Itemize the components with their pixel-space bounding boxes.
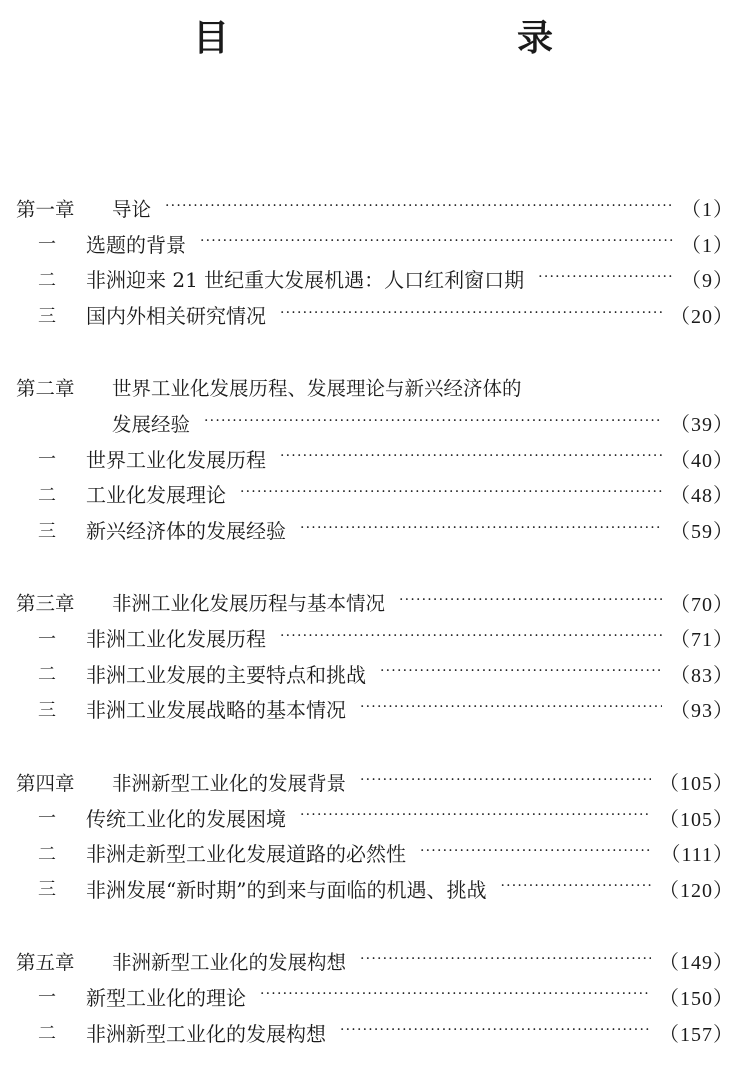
section-title: 非洲发展“新时期”的到来与面临的机遇、挑战 bbox=[86, 877, 487, 902]
page-number: （20） bbox=[670, 306, 734, 329]
page-number: （149） bbox=[659, 952, 734, 975]
section-title: 传统工业化的发展困境 bbox=[86, 806, 286, 831]
chapter-title: 非洲新型工业化的发展构想 bbox=[112, 950, 347, 974]
chapter-4 bbox=[16, 764, 734, 906]
dot-leader bbox=[240, 482, 662, 502]
section-title: 选题的背景 bbox=[86, 232, 186, 257]
page-number: （157） bbox=[659, 1023, 734, 1046]
section-number: 三 bbox=[38, 699, 56, 721]
page-number: （71） bbox=[670, 629, 734, 652]
dot-leader bbox=[538, 267, 673, 287]
section-entry[interactable] bbox=[16, 799, 734, 835]
dot-leader bbox=[420, 841, 652, 861]
section-title: 工业化发展理论 bbox=[86, 483, 226, 508]
dot-leader bbox=[280, 626, 662, 646]
page-number: （70） bbox=[670, 593, 734, 616]
section-entry[interactable] bbox=[16, 835, 734, 871]
page-number: （83） bbox=[670, 664, 734, 687]
section-title: 非洲走新型工业化发展道路的必然性 bbox=[86, 842, 406, 867]
section-title: 非洲迎来 21 世纪重大发展机遇：人口红利窗口期 bbox=[86, 268, 525, 293]
section-number: 二 bbox=[38, 484, 56, 506]
chapter-5 bbox=[16, 943, 734, 1050]
section-number: 二 bbox=[38, 1023, 56, 1045]
section-entry[interactable] bbox=[16, 691, 734, 727]
page-number: （39） bbox=[670, 414, 734, 437]
section-number: 二 bbox=[38, 664, 56, 686]
section-title: 非洲工业发展的主要特点和挑战 bbox=[86, 662, 366, 687]
chapter-title: 世界工业化发展历程、发展理论与新兴经济体的 bbox=[112, 377, 522, 401]
chapter-title: 导论 bbox=[112, 197, 152, 221]
dot-leader bbox=[260, 984, 651, 1004]
section-title: 非洲工业发展战略的基本情况 bbox=[86, 698, 346, 723]
section-entry[interactable] bbox=[16, 620, 734, 656]
chapter-title: 非洲新型工业化的发展背景 bbox=[112, 771, 347, 795]
dot-leader bbox=[300, 805, 651, 825]
page-number: （93） bbox=[670, 700, 734, 723]
chapter-number: 第一章 bbox=[16, 197, 75, 221]
section-title: 世界工业化发展历程 bbox=[86, 447, 266, 472]
dot-leader bbox=[165, 196, 673, 216]
section-entry[interactable] bbox=[16, 656, 734, 692]
section-title: 非洲新型工业化的发展构想 bbox=[86, 1021, 326, 1046]
chapter-number: 第五章 bbox=[16, 950, 75, 974]
chapter-number: 第二章 bbox=[16, 377, 75, 401]
chapter-1 bbox=[16, 190, 734, 332]
dot-leader bbox=[204, 411, 662, 431]
chapter-number: 第三章 bbox=[16, 592, 75, 616]
dot-leader bbox=[380, 661, 662, 681]
section-number: 三 bbox=[38, 879, 56, 901]
section-number: 三 bbox=[38, 520, 56, 542]
section-entry[interactable] bbox=[16, 476, 734, 512]
section-entry[interactable] bbox=[16, 512, 734, 548]
page-number: （9） bbox=[681, 270, 734, 293]
section-number: 一 bbox=[38, 987, 56, 1009]
chapter-title: 非洲工业化发展历程与基本情况 bbox=[112, 592, 386, 616]
section-entry[interactable] bbox=[16, 979, 734, 1015]
page-number: （150） bbox=[659, 987, 734, 1010]
dot-leader bbox=[300, 518, 662, 538]
dot-leader bbox=[500, 876, 651, 896]
section-number: 二 bbox=[38, 843, 56, 865]
chapter-heading-continued[interactable] bbox=[16, 405, 734, 441]
dot-leader bbox=[280, 446, 662, 466]
chapter-title-continued: 发展经验 bbox=[112, 412, 191, 436]
dot-leader bbox=[340, 1020, 651, 1040]
page-number: （1） bbox=[681, 234, 734, 257]
page-number: （40） bbox=[670, 449, 734, 472]
page-number: （111） bbox=[660, 844, 734, 867]
chapter-heading[interactable] bbox=[16, 764, 734, 800]
section-entry[interactable] bbox=[16, 261, 734, 297]
page-title: 目 录 bbox=[192, 17, 625, 59]
table-of-contents bbox=[16, 190, 734, 1087]
chapter-3 bbox=[16, 584, 734, 726]
section-number: 一 bbox=[38, 628, 56, 650]
page-number: （120） bbox=[659, 879, 734, 902]
chapter-number: 第四章 bbox=[16, 771, 75, 795]
page-number: （105） bbox=[659, 808, 734, 831]
chapter-heading[interactable] bbox=[16, 943, 734, 979]
section-title: 国内外相关研究情况 bbox=[86, 304, 266, 329]
dot-leader bbox=[200, 231, 673, 251]
section-number: 一 bbox=[38, 234, 56, 256]
chapter-heading[interactable] bbox=[16, 190, 734, 226]
chapter-heading[interactable] bbox=[16, 369, 734, 405]
section-entry[interactable] bbox=[16, 297, 734, 333]
section-entry[interactable] bbox=[16, 441, 734, 477]
dot-leader bbox=[399, 590, 662, 610]
page-number: （48） bbox=[670, 485, 734, 508]
page-number: （1） bbox=[681, 199, 734, 222]
section-entry[interactable] bbox=[16, 1014, 734, 1050]
section-number: 二 bbox=[38, 269, 56, 291]
section-title: 非洲工业化发展历程 bbox=[86, 627, 266, 652]
page-number: （59） bbox=[670, 521, 734, 544]
page-number: （105） bbox=[659, 773, 734, 796]
section-title: 新型工业化的理论 bbox=[86, 985, 246, 1010]
section-entry[interactable] bbox=[16, 226, 734, 262]
section-number: 三 bbox=[38, 305, 56, 327]
dot-leader bbox=[360, 770, 651, 790]
chapter-heading[interactable] bbox=[16, 584, 734, 620]
dot-leader bbox=[280, 303, 662, 323]
chapter-2 bbox=[16, 369, 734, 547]
dot-leader bbox=[360, 949, 651, 969]
section-number: 一 bbox=[38, 808, 56, 830]
section-title: 新兴经济体的发展经验 bbox=[86, 519, 286, 544]
section-entry[interactable] bbox=[16, 871, 734, 907]
dot-leader bbox=[360, 697, 662, 717]
section-number: 一 bbox=[38, 449, 56, 471]
